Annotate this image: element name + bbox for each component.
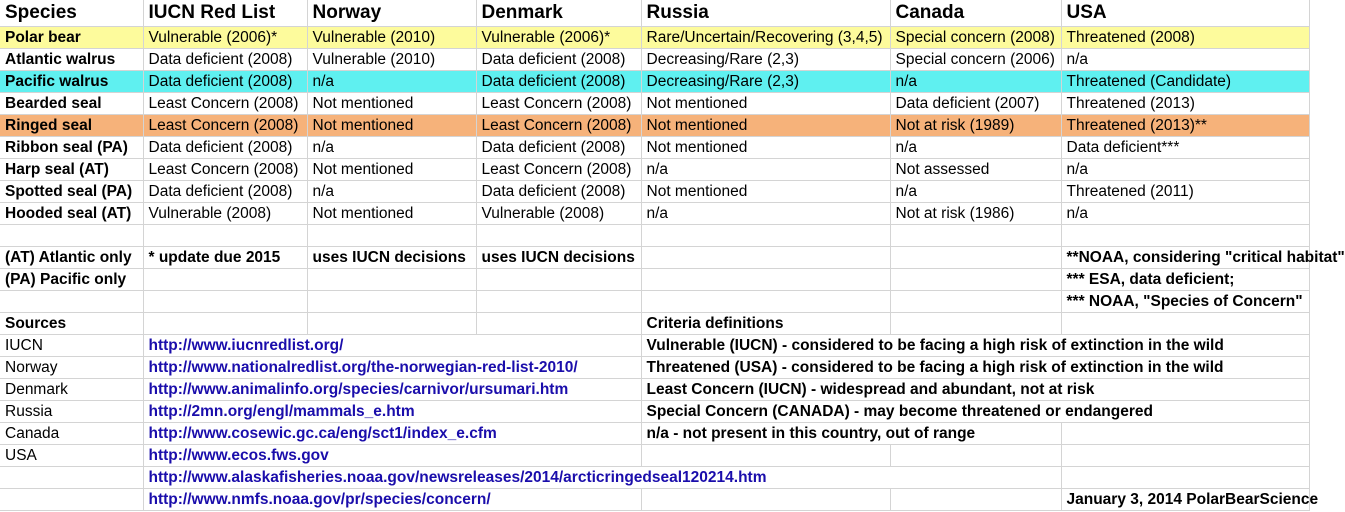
usa-note-noaa[interactable]: *** NOAA, "Species of Concern"	[1061, 291, 1309, 313]
status-cell[interactable]: n/a	[641, 203, 890, 225]
source-url[interactable]: http://www.nationalredlist.org/the-norwegian-red-list-2010/	[143, 357, 641, 379]
source-row	[0, 489, 1309, 511]
table-row	[0, 71, 1309, 93]
source-url[interactable]: http://www.iucnredlist.org/	[143, 335, 641, 357]
status-cell[interactable]: Least Concern (2008)	[143, 159, 307, 181]
empty-row	[0, 225, 1309, 247]
status-cell[interactable]: Not at risk (1986)	[890, 203, 1061, 225]
status-cell[interactable]: Threatened (Candidate)	[1061, 71, 1309, 93]
header-russia: Russia	[641, 0, 890, 27]
source-url[interactable]: http://2mn.org/engl/mammals_e.htm	[143, 401, 641, 423]
status-cell[interactable]: n/a	[1061, 49, 1309, 71]
status-cell[interactable]: n/a	[890, 71, 1061, 93]
header-usa: USA	[1061, 0, 1309, 27]
status-cell[interactable]: Threatened (2011)	[1061, 181, 1309, 203]
status-cell[interactable]: Least Concern (2008)	[476, 93, 641, 115]
sources-title-row	[0, 313, 1309, 335]
source-name[interactable]: Norway	[0, 357, 143, 379]
criteria-title[interactable]: Criteria definitions	[641, 313, 890, 335]
status-cell[interactable]: Data deficient (2008)	[476, 49, 641, 71]
status-cell[interactable]: Threatened (2013)**	[1061, 115, 1309, 137]
criteria-item[interactable]: n/a - not present in this country, out of range	[641, 423, 1061, 445]
source-row	[0, 379, 1309, 401]
status-cell[interactable]: Data deficient (2007)	[890, 93, 1061, 115]
status-cell[interactable]: n/a	[307, 137, 476, 159]
pacific-only-note[interactable]: (PA) Pacific only	[0, 269, 143, 291]
status-cell[interactable]: n/a	[641, 159, 890, 181]
species-name[interactable]: Atlantic walrus	[0, 49, 143, 71]
status-cell[interactable]: Not assessed	[890, 159, 1061, 181]
status-cell[interactable]: Vulnerable (2006)*	[143, 27, 307, 49]
status-cell[interactable]: Vulnerable (2008)	[476, 203, 641, 225]
status-cell[interactable]: Least Concern (2008)	[476, 159, 641, 181]
species-name[interactable]: Bearded seal	[0, 93, 143, 115]
status-cell[interactable]: Least Concern (2008)	[143, 115, 307, 137]
notes-row	[0, 269, 1309, 291]
source-row	[0, 357, 1309, 379]
table-row	[0, 49, 1309, 71]
source-name[interactable]: Canada	[0, 423, 143, 445]
species-name[interactable]: Ribbon seal (PA)	[0, 137, 143, 159]
notes-row	[0, 247, 1309, 269]
criteria-item[interactable]: Threatened (USA) - considered to be facing a high risk of extinction in the wild	[641, 357, 1309, 379]
norway-uses-note[interactable]: uses IUCN decisions	[307, 247, 476, 269]
status-cell[interactable]: Not mentioned	[641, 115, 890, 137]
status-cell[interactable]: Data deficient (2008)	[143, 49, 307, 71]
source-url[interactable]: http://www.alaskafisheries.noaa.gov/newsreleases/2014/arcticringedseal120214.htm	[143, 467, 1061, 489]
status-cell[interactable]: n/a	[890, 181, 1061, 203]
table-row	[0, 93, 1309, 115]
status-cell[interactable]: Not at risk (1989)	[890, 115, 1061, 137]
status-cell[interactable]: Not mentioned	[641, 93, 890, 115]
table-row	[0, 137, 1309, 159]
species-name[interactable]: Harp seal (AT)	[0, 159, 143, 181]
source-name[interactable]: IUCN	[0, 335, 143, 357]
status-cell[interactable]: Rare/Uncertain/Recovering (3,4,5)	[641, 27, 890, 49]
status-cell[interactable]: Threatened (2008)	[1061, 27, 1309, 49]
source-url[interactable]: http://www.animalinfo.org/species/carnivor/ursumari.htm	[143, 379, 641, 401]
status-cell[interactable]: Decreasing/Rare (2,3)	[641, 49, 890, 71]
status-cell[interactable]: Vulnerable (2006)*	[476, 27, 641, 49]
status-cell[interactable]: Not mentioned	[641, 137, 890, 159]
status-cell[interactable]: Data deficient (2008)	[476, 137, 641, 159]
criteria-item[interactable]: Vulnerable (IUCN) - considered to be facing a high risk of extinction in the wild	[641, 335, 1309, 357]
source-name[interactable]: Denmark	[0, 379, 143, 401]
status-cell[interactable]: Data deficient (2008)	[476, 71, 641, 93]
status-cell[interactable]: Least Concern (2008)	[143, 93, 307, 115]
source-row	[0, 401, 1309, 423]
source-row	[0, 467, 1309, 489]
status-cell[interactable]: Least Concern (2008)	[476, 115, 641, 137]
status-cell[interactable]: Decreasing/Rare (2,3)	[641, 71, 890, 93]
criteria-item[interactable]: Least Concern (IUCN) - widespread and abundant, not at risk	[641, 379, 1309, 401]
status-cell[interactable]: n/a	[890, 137, 1061, 159]
status-cell[interactable]: Not mentioned	[641, 181, 890, 203]
source-url[interactable]: http://www.ecos.fws.gov	[143, 445, 641, 467]
status-cell[interactable]: Data deficient (2008)	[143, 71, 307, 93]
source-row	[0, 335, 1309, 357]
update-due-note[interactable]: * update due 2015	[143, 247, 307, 269]
table-row	[0, 115, 1309, 137]
header-iucn: IUCN Red List	[143, 0, 307, 27]
table-row	[0, 27, 1309, 49]
header-norway: Norway	[307, 0, 476, 27]
status-cell[interactable]: Not mentioned	[307, 93, 476, 115]
status-cell[interactable]: n/a	[1061, 203, 1309, 225]
status-cell[interactable]: Vulnerable (2008)	[143, 203, 307, 225]
criteria-item[interactable]: Special Concern (CANADA) - may become threatened or endangered	[641, 401, 1309, 423]
species-name[interactable]: Hooded seal (AT)	[0, 203, 143, 225]
table-row	[0, 203, 1309, 225]
table-row	[0, 159, 1309, 181]
header-canada: Canada	[890, 0, 1061, 27]
status-cell[interactable]: Data deficient (2008)	[143, 137, 307, 159]
usa-note-esa[interactable]: *** ESA, data deficient;	[1061, 269, 1309, 291]
table-row	[0, 181, 1309, 203]
species-name[interactable]: Pacific walrus	[0, 71, 143, 93]
source-name[interactable]: Russia	[0, 401, 143, 423]
source-row	[0, 445, 1309, 467]
status-cell[interactable]: Data deficient***	[1061, 137, 1309, 159]
usa-note-critical-habitat[interactable]: **NOAA, considering "critical habitat"	[1061, 247, 1309, 269]
status-cell[interactable]: Data deficient (2008)	[143, 181, 307, 203]
species-name[interactable]: Ringed seal	[0, 115, 143, 137]
source-name[interactable]: USA	[0, 445, 143, 467]
status-cell[interactable]: Data deficient (2008)	[476, 181, 641, 203]
status-cell[interactable]: n/a	[307, 71, 476, 93]
footer-credit[interactable]: January 3, 2014 PolarBearScience	[1061, 489, 1309, 511]
status-cell[interactable]: n/a	[1061, 159, 1309, 181]
status-cell[interactable]: Not mentioned	[307, 159, 476, 181]
status-cell[interactable]: Threatened (2013)	[1061, 93, 1309, 115]
source-row	[0, 423, 1309, 445]
notes-row	[0, 291, 1309, 313]
denmark-uses-note[interactable]: uses IUCN decisions	[476, 247, 641, 269]
atlantic-only-note[interactable]: (AT) Atlantic only	[0, 247, 143, 269]
source-url[interactable]: http://www.nmfs.noaa.gov/pr/species/concern/	[143, 489, 641, 511]
status-cell[interactable]: Not mentioned	[307, 115, 476, 137]
source-url[interactable]: http://www.cosewic.gc.ca/eng/sct1/index_e.cfm	[143, 423, 641, 445]
sources-title[interactable]: Sources	[0, 313, 143, 335]
status-cell[interactable]: Special concern (2008)	[890, 27, 1061, 49]
header-species: Species	[0, 0, 143, 27]
status-cell[interactable]: Not mentioned	[307, 203, 476, 225]
status-cell[interactable]: n/a	[307, 181, 476, 203]
status-cell[interactable]: Special concern (2006)	[890, 49, 1061, 71]
status-cell[interactable]: Vulnerable (2010)	[307, 27, 476, 49]
status-cell[interactable]: Vulnerable (2010)	[307, 49, 476, 71]
species-name[interactable]: Spotted seal (PA)	[0, 181, 143, 203]
species-name[interactable]: Polar bear	[0, 27, 143, 49]
header-row	[0, 0, 1309, 27]
header-denmark: Denmark	[476, 0, 641, 27]
